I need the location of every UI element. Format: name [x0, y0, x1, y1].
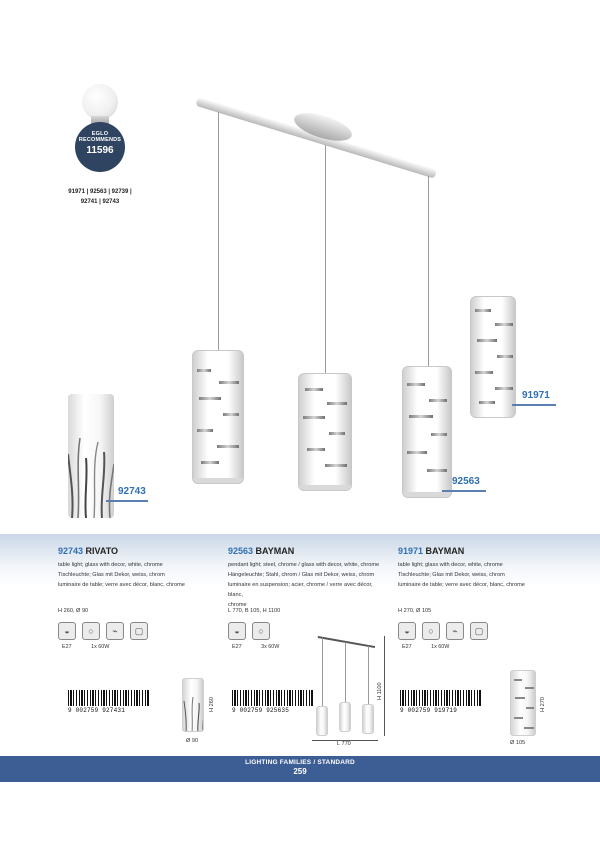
table-lamp-bayman [470, 296, 516, 418]
pendant-cable [218, 112, 219, 352]
socket-label: E27 [402, 644, 412, 650]
thumbnail-shade [339, 702, 351, 732]
tag-rivato: 92743 [118, 486, 146, 497]
thumbnail-rivato [182, 678, 204, 732]
product-dimensions: H 270, Ø 105 [398, 608, 432, 614]
wattage-label: 1x 60W [91, 644, 110, 650]
wattage-label: 3x 60W [261, 644, 280, 650]
product-column-bayman-table [398, 546, 558, 650]
bulb-icon: ○ [252, 622, 270, 640]
bulb-code: 11596 [86, 145, 114, 156]
dim-length-pendant: L 770 [337, 741, 351, 747]
product-description: table light; glass with decor, white, chrome Tischleuchte; Glas mit Dekor, weiss, chrom luminaire de table; verre avec décor, blanc, chrome [398, 562, 525, 588]
product-heading: 92743 RIVATO [58, 546, 119, 556]
product-dimensions: H 260, Ø 90 [58, 608, 89, 614]
pendant-rail [195, 97, 437, 179]
barcode-bayman-table: 9 002759 919719 [400, 690, 482, 716]
compatible-products: 91971 | 92563 | 92739 | 92741 | 92743 [68, 189, 132, 205]
socket-label: E27 [62, 644, 72, 650]
dim-height-rivato: H 260 [209, 697, 215, 712]
bulb-icon: ○ [422, 622, 440, 640]
barcode-bayman-pendant: 9 002759 925635 [232, 690, 314, 716]
pendant-cable [325, 145, 326, 373]
product-heading: 92563 BAYMAN [228, 546, 295, 556]
pendant-shade [402, 366, 452, 498]
socket-label: E27 [232, 644, 242, 650]
bulb-icon [82, 84, 118, 120]
socket-icon: ◒ [228, 622, 246, 640]
tag-bayman-pendant: 92563 [452, 476, 480, 487]
product-heading: 91971 BAYMAN [398, 546, 465, 556]
tag-bayman-table: 91971 [522, 390, 550, 401]
dim-height-bayman-table: H 270 [540, 697, 546, 712]
product-column-rivato [58, 546, 218, 650]
recommends-disc: EGLO RECOMMENDS 11596 [75, 122, 125, 172]
pendant-shade [298, 373, 352, 491]
product-column-bayman-pendant [228, 546, 388, 650]
product-description: table light; glass with decor, white, chrome Tischleuchte; Glas mit Dekor, weiss, chrom luminaire de table; verre avec décor, blanc, chrome [58, 562, 185, 588]
pendant-cable [428, 176, 429, 368]
thumbnail-shade [362, 704, 374, 734]
product-dimensions: L 770, B 105, H 1100 [228, 608, 281, 614]
pendant-shade [192, 350, 244, 484]
barcode-rivato: 9 002759 927431 [68, 690, 150, 716]
protection-class-icon: ▢ [130, 622, 148, 640]
page-footer [0, 756, 600, 782]
thumbnail-shade [316, 706, 328, 736]
thumbnail-bayman-table [510, 670, 536, 736]
dim-height-pendant: H 1100 [377, 682, 383, 700]
socket-icon: ◒ [398, 622, 416, 640]
switch-icon: ⌁ [446, 622, 464, 640]
product-description: pendant light; steel, chrome / glass with decor, white, chrome Hängeleuchte; Stahl, chrom / Glas mit Dekor, weiss, chrom luminaire en suspension; acier, chrome / verre avec décor, blanc, chrome [228, 562, 380, 608]
dim-width-rivato: Ø 90 [186, 738, 199, 744]
section-title: LIGHTING FAMILIES / STANDARD [245, 759, 355, 766]
protection-class-icon: ▢ [470, 622, 488, 640]
wattage-label: 1x 60W [431, 644, 450, 650]
page-number: 259 [293, 767, 307, 776]
dim-width-bayman-table: Ø 105 [510, 740, 526, 746]
socket-icon: ◒ [58, 622, 76, 640]
switch-icon: ⌁ [106, 622, 124, 640]
bulb-icon: ○ [82, 622, 100, 640]
